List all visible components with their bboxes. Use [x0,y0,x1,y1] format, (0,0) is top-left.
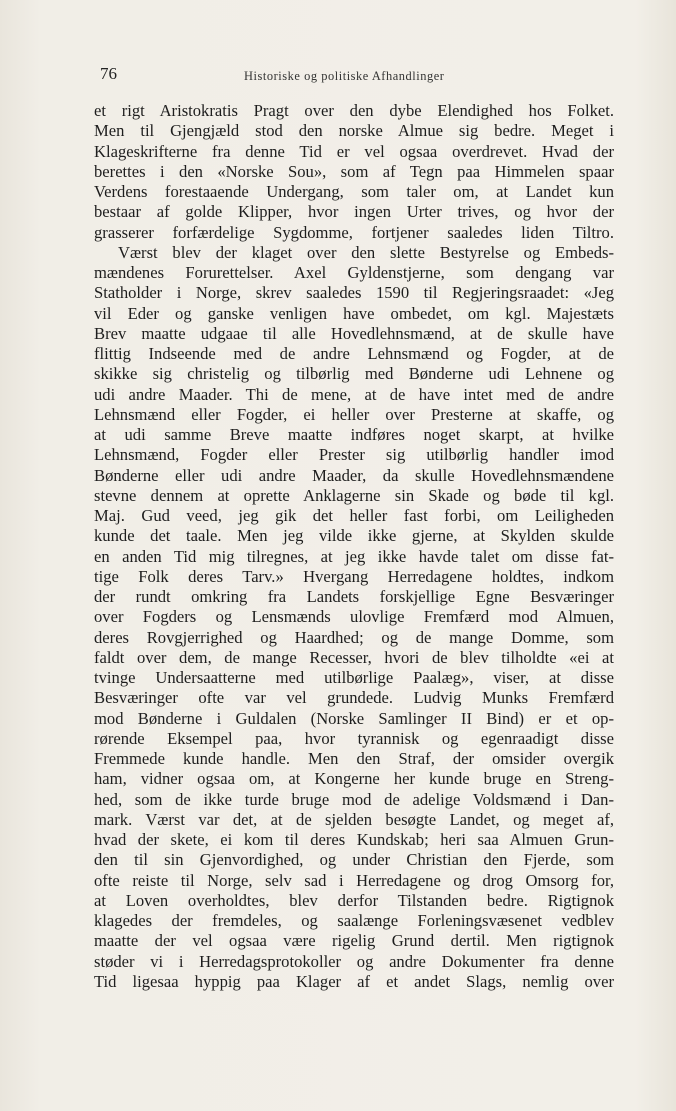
text-line: kunde det taale. Men jeg vilde ikke gjerne, at Skylden skulde [94,526,614,546]
text-line: Bønderne eller udi andre Maader, da skulle Hovedlehnsmændene [94,465,614,485]
text-line: ham, vidner ogsaa om, at Kongerne her kunde bruge en Streng- [94,769,614,789]
text-line: Verdens forestaaende Undergang, som taler om, at Landet kun [94,182,614,201]
text-line: klagedes der fremdeles, og saalænge Forleningsvæsenet vedblev [94,911,614,930]
page-number: 76 [100,64,117,83]
text-line: tige Folk deres Tarv.» Hvergang Herredagene holdtes, indkom [94,566,614,586]
text-line: en anden Tid mig tilregnes, at jeg ikke havde talet om disse fat- [94,546,614,566]
text-line: Maj. Gud veed, jeg gik det heller fast forbi, om Leiligheden [94,506,614,525]
text-line: ofte reiste til Norge, selv sad i Herredagene og drog Omsorg for, [94,870,614,890]
text-line: Værst blev der klaget over den slette Bestyrelse og Embeds- [118,242,614,262]
text-line: Statholder i Norge, skrev saaledes 1590 til Regjeringsraadet: «Jeg [94,283,614,303]
text-line: Fremmede kunde handle. Men den Straf, der omsider overgik [94,749,614,768]
text-line: mark. Værst var det, at de sjelden besøgte Landet, og meget af, [94,809,614,829]
text-line: Tid ligesaa hyppig paa Klager af et andet Slags, nemlig over [94,971,614,991]
text-line: at udi samme Breve maatte indføres noget skarpt, at hvilke [94,425,614,444]
text-line: faldt over dem, de mange Recesser, hvori de blev tilholdte «ei at [94,647,614,667]
text-line: Lehnsmænd, Fogder eller Prester sig utilbørlig handler imod [94,445,614,465]
text-line: grasserer forfærdelige Sygdomme, fortjener saaledes liden Tiltro. [94,222,614,242]
body-text [94,101,614,992]
text-line: stevne dennem at oprette Anklagerne sin Skade og bøde til kgl. [94,485,614,505]
text-line: Lehnsmænd eller Fogder, ei heller over Presterne at skaffe, og [94,404,614,424]
text-line: tvinge Undersaatterne med utilbørlige Paalæg», viser, at disse [94,668,614,687]
text-line: mændenes Forurettelser. Axel Gyldenstjerne, som dengang var [94,263,614,282]
running-title: Historiske og politiske Afhandlinger [244,69,445,83]
text-line: flittig Indseende med de andre Lehnsmænd og Fogder, at de [94,344,614,363]
text-line: Besværinger ofte var vel grundede. Ludvig Munks Fremfærd [94,688,614,708]
text-line: vil Eder og ganske venligen have ombedet, om kgl. Majestæts [94,303,614,323]
text-line: udi andre Maader. Thi de mene, at de have intet med de andre [94,384,614,404]
text-line: maatte der vel ogsaa være rigelig Grund dertil. Men rigtignok [94,931,614,951]
text-line: Men til Gjengjæld stod den norske Almue sig bedre. Meget i [94,121,614,141]
text-line: Brev maatte udgaae til alle Hovedlehnsmænd, at de skulle have [94,323,614,343]
text-line: hed, som de ikke turde bruge mod de adelige Voldsmænd i Dan- [94,789,614,809]
text-line: mod Bønderne i Guldalen (Norske Samlinger II Bind) er et op- [94,708,614,728]
text-line: der rundt omkring fra Landets forskjellige Egne Besværinger [94,587,614,606]
text-line: deres Rovgjerrighed og Haardhed; og de mange Domme, som [94,627,614,647]
text-line: rørende Eksempel paa, hvor tyrannisk og egenraadigt disse [94,728,614,748]
text-line: et rigt Aristokratis Pragt over den dybe Elendighed hos Folket. [94,101,614,120]
text-line: støder vi i Herredagsprotokoller og andre Dokumenter fra denne [94,951,614,971]
text-line: skikke sig christelig og tilbørlig med Bønderne udi Lehnene og [94,364,614,384]
text-line: Klageskrifterne fra denne Tid er vel ogsaa overdrevet. Hvad der [94,141,614,161]
text-line: berettes i den «Norske Sou», som af Tegn paa Himmelen spaar [94,161,614,181]
text-line: bestaar af golde Klipper, hvor ingen Urter trives, og hvor der [94,202,614,222]
text-line: over Fogders og Lensmænds ulovlige Fremfærd mod Almuen, [94,607,614,627]
text-line: hvad der skete, ei kom til deres Kundskab; heri saa Almuen Grun- [94,830,614,849]
text-line: at Loven overholdtes, blev derfor Tilstanden bedre. Rigtignok [94,890,614,910]
text-line: den til sin Gjenvordighed, og under Christian den Fjerde, som [94,850,614,870]
